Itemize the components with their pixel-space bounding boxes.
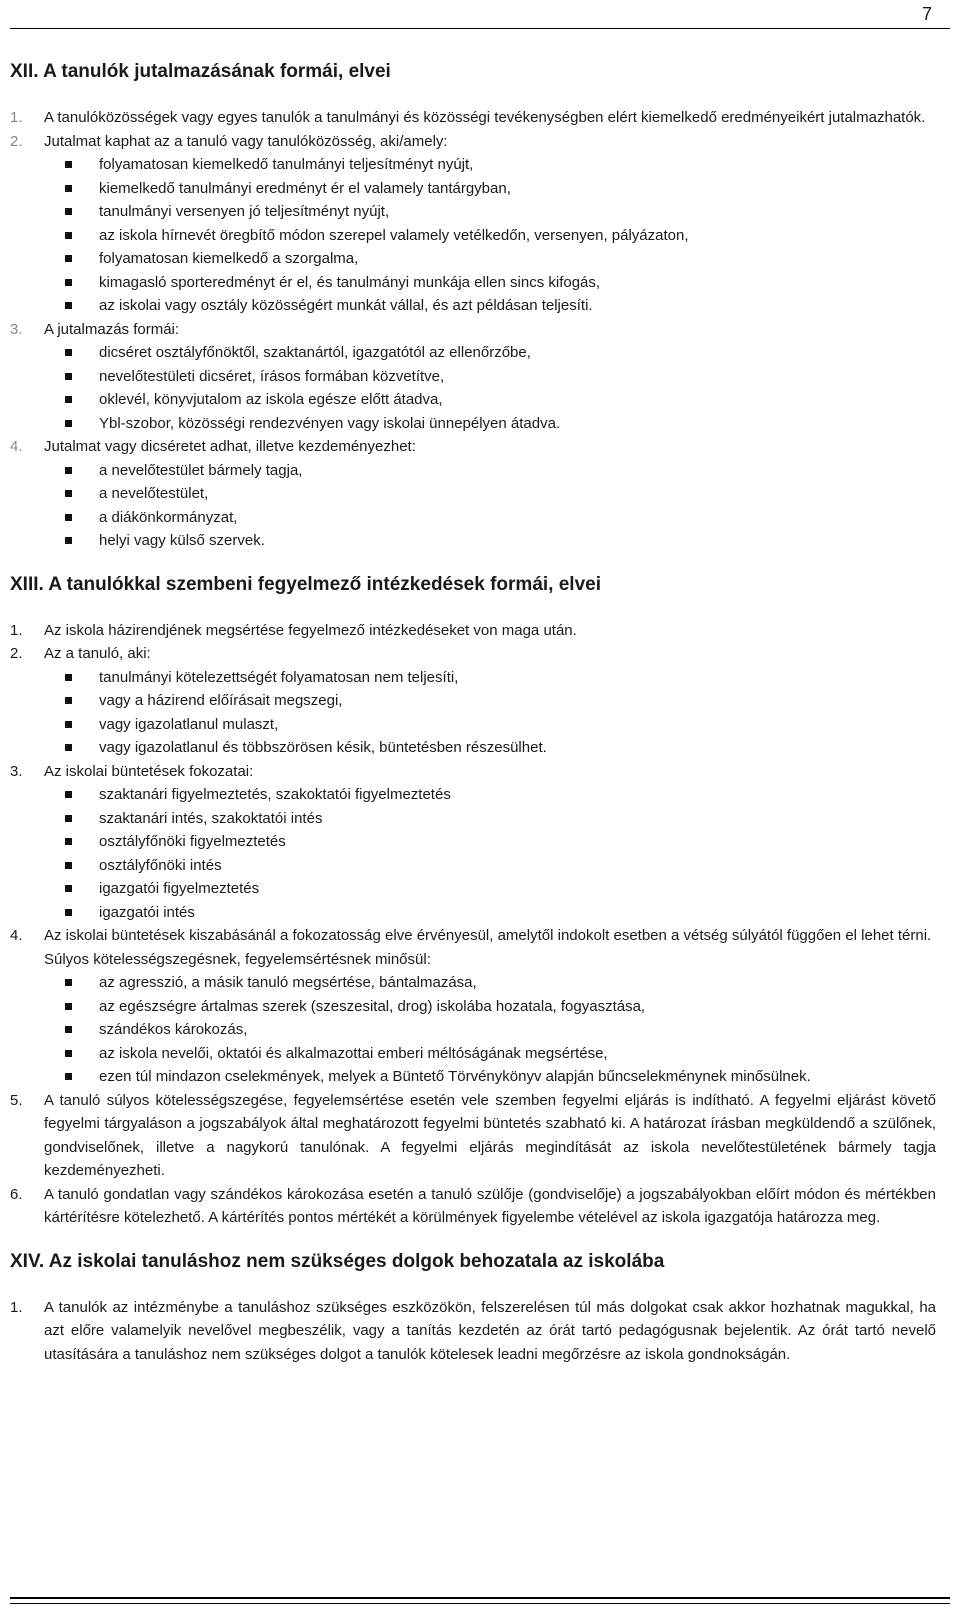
item-text: Jutalmat vagy dicséretet adhat, illetve kezdeményezhet: (44, 438, 416, 455)
bullet-item: vagy a házirend előírásait megszegi, (65, 689, 936, 713)
bullet-list (10, 783, 936, 924)
bullet-item: osztályfőnöki intés (65, 854, 936, 878)
bullet-item: az iskola nevelői, oktatói és alkalmazottai emberi méltóságának megsértése, (65, 1042, 936, 1066)
footer-rule (10, 1597, 950, 1604)
bullet-item: kiemelkedő tanulmányi eredményt ér el valamely tantárgyban, (65, 177, 936, 201)
item-text: A jutalmazás formái: (44, 320, 180, 338)
bullet-item: az iskola hírnevét öregbítő módon szerepel valamely vetélkedőn, versenyen, pályázaton, (65, 224, 936, 248)
document-body (10, 60, 936, 1386)
bullet-item: szaktanári figyelmeztetés, szakoktatói figyelmeztetés (65, 783, 936, 807)
numbered-item (10, 318, 936, 342)
numbered-item (10, 435, 936, 459)
numbered-item (10, 1089, 936, 1183)
bullet-item: a diákönkormányzat, (65, 506, 936, 530)
item-text: A tanulóközösségek vagy egyes tanulók a tanulmányi és közösségi tevékenységben elért kiemelkedő eredményeikért jutalmazhatók. (44, 109, 926, 126)
item-number: 6. (10, 1185, 23, 1203)
item-number: 2. (10, 132, 23, 150)
bullet-item: folyamatosan kiemelkedő a szorgalma, (65, 247, 936, 271)
bullet-item: vagy igazolatlanul mulaszt, (65, 713, 936, 737)
bullet-item: ezen túl mindazon cselekmények, melyek a Büntető Törvénykönyv alapján bűncselekménynek minősülnek. (65, 1065, 936, 1089)
numbered-item (10, 1296, 936, 1367)
bullet-item: tanulmányi kötelezettségét folyamatosan nem teljesíti, (65, 666, 936, 690)
page-number: 7 (921, 4, 932, 24)
bullet-item: a nevelőtestület, (65, 482, 936, 506)
bullet-item: igazgatói figyelmeztetés (65, 877, 936, 901)
bullet-item: helyi vagy külső szervek. (65, 529, 936, 553)
bullet-list (10, 341, 936, 435)
item-number: 1. (10, 1298, 23, 1316)
bullet-item: osztályfőnöki figyelmeztetés (65, 830, 936, 854)
section-heading: XIV. Az iskolai tanuláshoz nem szükséges dolgok behozatala az iskolába (10, 1250, 665, 1272)
bullet-item: kimagasló sporteredményt ér el, és tanulmányi munkája ellen sincs kifogás, (65, 271, 936, 295)
bullet-item: szándékos károkozás, (65, 1018, 936, 1042)
section (10, 60, 936, 553)
bullet-item: Ybl-szobor, közösségi rendezvényen vagy iskolai ünnepélyen átadva. (65, 412, 936, 436)
numbered-item (10, 130, 936, 154)
section-heading: XII. A tanulók jutalmazásának formái, elvei (10, 61, 391, 82)
numbered-item (10, 619, 936, 643)
section (10, 573, 936, 1230)
item-number: 1. (10, 621, 23, 639)
numbered-item (10, 106, 936, 130)
numbered-item (10, 760, 936, 784)
bullet-list (10, 153, 936, 318)
item-text: A tanuló súlyos kötelességszegése, fegyelemsértése esetén vele szemben fegyelmi eljárás is indítható. A fegyelmi eljárást követő fegyelmi tárgyaláson a jogszabályok által meghatározott fegyelmi büntetés szabható ki. A határozat írásban megküldendő a szülőnek, gondviselőnek, illetve a nagykorú tanulónak. A fegyelmi eljárás megindítását az iskola nevelőtestületének bármely tagja kezdeményezheti. (44, 1091, 936, 1179)
item-text: A tanuló gondatlan vagy szándékos károkozása esetén a tanuló szülője (gondviselője) a jogszabályokban előírt módon és mértékben kártérítésre kötelezhető. A kártérítés pontos mértékét a körülmények figyelembe vételével az iskola igazgatója határozza meg. (44, 1185, 936, 1226)
header-rule (10, 28, 950, 29)
item-text: Jutalmat kaphat az a tanuló vagy tanulóközösség, aki/amely: (44, 132, 448, 150)
item-text: Az iskolai büntetések fokozatai: (44, 762, 254, 780)
bullet-list (10, 666, 936, 760)
bullet-item: szaktanári intés, szakoktatói intés (65, 807, 936, 831)
bullet-item: folyamatosan kiemelkedő tanulmányi teljesítményt nyújt, (65, 153, 936, 177)
bullet-item: tanulmányi versenyen jó teljesítményt nyújt, (65, 200, 936, 224)
item-number: 5. (10, 1091, 23, 1109)
item-subtext: Súlyos kötelességszegésnek, fegyelemsértésnek minősül: (44, 950, 431, 968)
section (10, 1250, 936, 1367)
numbered-item (10, 642, 936, 666)
bullet-item: oklevél, könyvjutalom az iskola egésze előtt átadva, (65, 388, 936, 412)
item-text: Az iskola házirendjének megsértése fegyelmező intézkedéseket von maga után. (44, 621, 577, 639)
bullet-item: nevelőtestületi dicséret, írásos formában közvetítve, (65, 365, 936, 389)
item-text: Az a tanuló, aki: (44, 645, 151, 662)
bullet-item: dicséret osztályfőnöktől, szaktanártól, igazgatótól az ellenőrzőbe, (65, 341, 936, 365)
item-number: 3. (10, 762, 23, 780)
bullet-item: az agresszió, a másik tanuló megsértése, bántalmazása, (65, 971, 936, 995)
item-number: 4. (10, 927, 23, 944)
section-heading: XIII. A tanulókkal szembeni fegyelmező intézkedések formái, elvei (10, 573, 601, 595)
bullet-item: igazgatói intés (65, 901, 936, 925)
item-number: 1. (10, 109, 23, 126)
numbered-item (10, 924, 936, 971)
item-number: 2. (10, 645, 23, 662)
bullet-list (10, 971, 936, 1089)
bullet-item: az iskolai vagy osztály közösségért munkát vállal, és azt példásan teljesíti. (65, 294, 936, 318)
item-number: 4. (10, 438, 23, 455)
bullet-item: vagy igazolatlanul és többszörösen késik, büntetésben részesülhet. (65, 736, 936, 760)
item-text: Az iskolai büntetések kiszabásánál a fokozatosság elve érvényesül, amelytől indokolt esetben a vétség súlyától függően el lehet térni. (44, 927, 932, 944)
bullet-item: az egészségre ártalmas szerek (szeszesital, drog) iskolába hozatala, fogyasztása, (65, 995, 936, 1019)
item-text: A tanulók az intézménybe a tanuláshoz szükséges eszközökön, felszerelésen túl más dolgokat csak akkor hozhatnak magukkal, ha azt előre valamelyik nevelővel megbeszélik, vagy a tanítás kezdetén az órát tartó pedagógusnak bejelentik. Az órát tartó nevelő utasítására a tanuláshoz nem szükséges dolgot a tanulók kötelesek leadni megőrzésre az iskola gondnokságán. (44, 1298, 936, 1363)
bullet-item: a nevelőtestület bármely tagja, (65, 459, 936, 483)
bullet-list (10, 459, 936, 553)
numbered-item (10, 1183, 936, 1230)
item-number: 3. (10, 320, 23, 338)
